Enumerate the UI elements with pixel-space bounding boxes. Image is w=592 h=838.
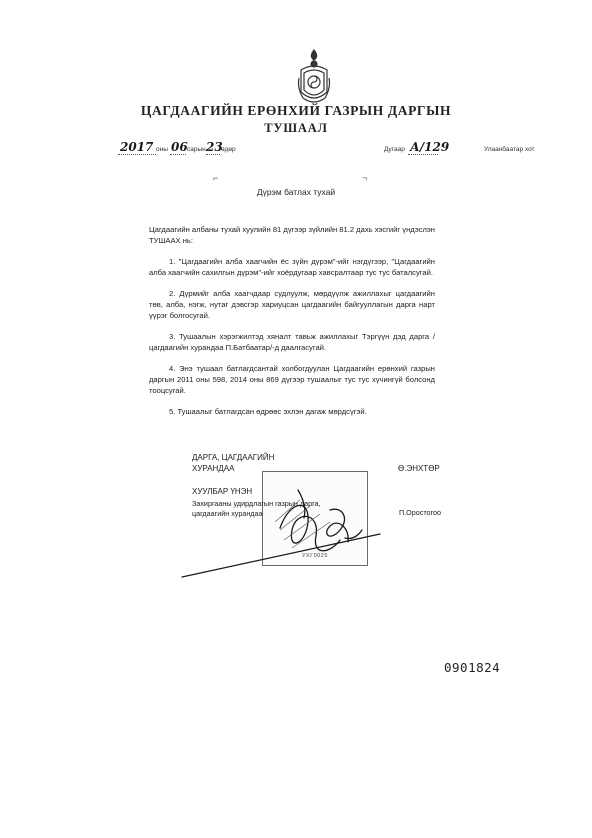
day-value: 23 [206, 140, 223, 154]
number-label: Дугаар [384, 146, 405, 153]
document-title: Дүрэм батлах тухай [256, 187, 336, 197]
signatory-name: Ө.ЭНХТӨР [398, 463, 440, 473]
body-item-1: 1. "Цагдаагийн алба хаагчийн ёс зүйн дүрэм"-ийг нэгдүгээр, "Цагдаагийн алба хаагчийн сахилгын дүрэм"-ийг хоёрдугаар хавсралтаар тус тус баталсугай. [149, 257, 435, 277]
issuer-heading: ЦАГДААГИЙН ЕРӨНХИЙ ГАЗРЫН ДАРГЫН [140, 103, 452, 118]
date-number-row [118, 140, 558, 162]
state-emblem-icon [297, 48, 331, 108]
order-number-value: А/129 [410, 140, 450, 154]
stamp-code: УХГ0025 [302, 553, 328, 559]
document-serial-number: 0901824 [444, 660, 501, 675]
city-label: Улаанбаатар хот [484, 146, 535, 153]
order-body [149, 225, 435, 429]
certifier-position-line1: Захиргааны удирдлагын газрын дарга, [192, 499, 321, 508]
certification-heading: ХУУЛБАР ҮНЭН [192, 487, 253, 496]
body-item-4: 4. Энэ тушаал батлагдсантай холбогдуулан Цагдаагийн ерөнхий газрын даргын 2011 оны 598, 2014 оны 869 дүгээр тушаалыг тус тус хүчингүй болсонд тооцсугай. [149, 364, 435, 395]
document-type-heading: ТУШААЛ [264, 121, 328, 135]
signatory-position-line2: ХУРАНДАА [192, 463, 235, 473]
handwritten-signature-icon [180, 470, 410, 590]
month-value: 06 [171, 140, 188, 154]
corner-mark-left: ⌐ [213, 173, 219, 183]
signatory-position-line1: ДАРГА, ЦАГДААГИЙН [192, 453, 275, 462]
year-value: 2017 [120, 140, 154, 154]
year-suffix: оны [156, 146, 168, 153]
corner-mark-right: ¬ [362, 173, 368, 183]
month-suffix: сарын [187, 146, 206, 153]
day-suffix: өдөр [221, 146, 236, 153]
certifier-position-line2: цагдаагийн хурандаа [192, 508, 263, 518]
certifier-name: П.Оростогоо [399, 508, 442, 517]
body-item-2: 2. Дүрмийг алба хаагчдаар судлуулж, мөрдүүлж ажиллахыг цагдаагийн төв, алба, нэгж, нутаг дэвсгэр хариуцсан цагдаагийн байгууллагын дарга нарт үүрэг болгосугай. [149, 289, 435, 320]
body-item-5: 5. Тушаалыг батлагдсан өдрөөс эхлэн дагаж мөрдсүгэй. [169, 407, 367, 417]
body-intro: Цагдаагийн албаны тухай хуулийн 81 дүгээр зүйлийн 81.2 дахь хэсгийг үндэслэн ТУШААХ нь: [149, 225, 435, 245]
body-item-3: 3. Тушаалын хэрэгжилтэд хяналт тавьж ажиллахыг Тэргүүн дэд дарга /цагдаагийн хурандаа П.Батбаатар/-д даалгасугай. [149, 332, 435, 352]
